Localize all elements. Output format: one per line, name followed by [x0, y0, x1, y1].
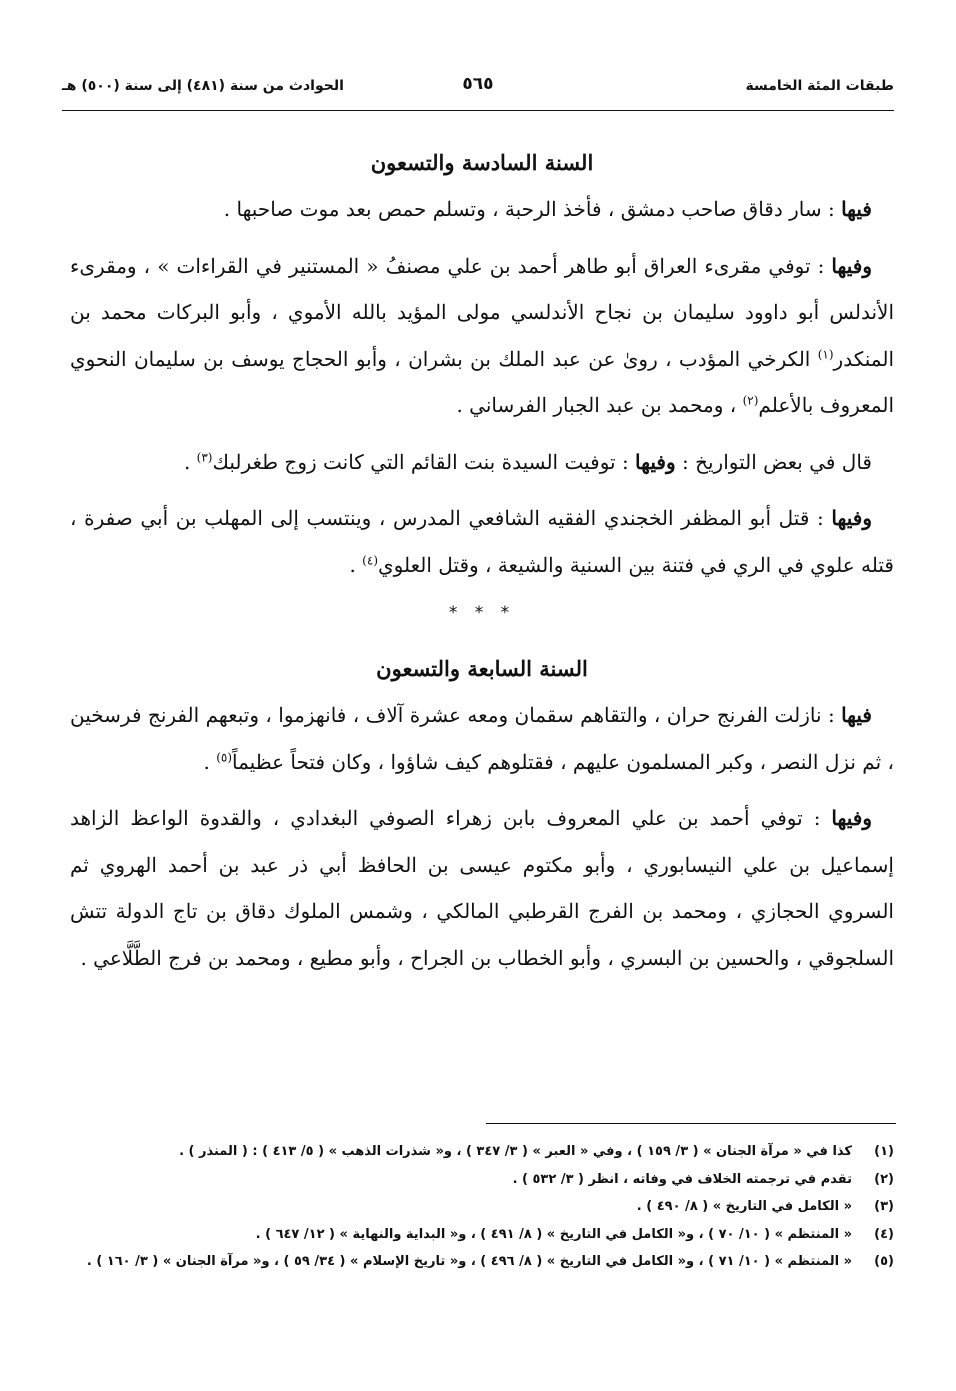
paragraph-text: .	[183, 449, 197, 474]
footnote	[70, 1166, 894, 1194]
section-title-year-97: السنة السابعة والتسعون	[376, 656, 588, 681]
paragraph-lead: وفيها	[831, 506, 872, 530]
header-chapter-range: الحوادث من سنة (٤٨١) إلى سنة (٥٠٠) هـ	[62, 78, 344, 94]
paragraph-lead: فيها	[841, 703, 872, 727]
paragraph	[70, 186, 894, 233]
page-number: ٥٦٥	[462, 74, 494, 94]
paragraph-lead: وفيها	[635, 449, 676, 474]
footnote-ref[interactable]: (٣)	[196, 449, 213, 464]
footnote-number: (٤)	[874, 1226, 894, 1242]
footnote	[70, 1221, 894, 1249]
paragraph-text: .	[349, 552, 363, 577]
paragraph-lead: فيها	[841, 197, 872, 221]
paragraph-text: : نازلت الفرنج حران ، والتقاهم سقمان ومعه عشرة آلاف ، فانهزموا ، وتبعهم الفرنج فرسخين ، ثم نزل النصر ، وكبر المسلمون عليهم ، فقتلوهم كيف شاؤوا ، وكان فتحاً عظيماً	[70, 703, 894, 774]
section-divider: * * *	[448, 603, 516, 623]
footnote-text: « المنتظم » ( ١٠/ ٧١ ) ، و« الكامل في التاريخ » ( ٨/ ٤٩٦ ) ، و« تاريخ الإسلام » ( ٣٤/ ٥٩ ) ، و« مرآة الجنان » ( ٣/ ١٦٠ ) .	[86, 1254, 852, 1269]
paragraph	[70, 795, 894, 981]
section-title-year-96: السنة السادسة والتسعون	[370, 150, 594, 175]
footnote-number: (١)	[874, 1144, 894, 1159]
footnote-number: (٢)	[874, 1171, 894, 1187]
paragraph-text: الكرخي المؤدب ، روىٰ عن عبد الملك بن بشران ، وأبو الحجاج يوسف بن سليمان النحوي المعروف بالأعلم	[70, 346, 894, 417]
paragraph-text: قال في بعض التواريخ :	[675, 449, 872, 474]
footnote-ref[interactable]: (٤)	[362, 552, 378, 567]
paragraph-text: ، ومحمد بن عبد الجبار الفرساني .	[456, 393, 743, 417]
footnote-separator	[486, 1123, 896, 1124]
footnote-text: تقدم في ترجمته الخلاف في وفاته ، انظر ( ٣/ ٥٣٢ ) .	[512, 1171, 852, 1187]
paragraph	[70, 495, 894, 588]
paragraph-lead: وفيها	[831, 253, 872, 278]
footnote-text: « الكامل في التاريخ » ( ٨/ ٤٩٠ ) .	[636, 1199, 852, 1214]
paragraph-lead: وفيها	[831, 806, 872, 830]
paragraph	[70, 243, 894, 429]
footnote-ref[interactable]: (١)	[817, 346, 834, 361]
paragraph-text: : قتل أبو المظفر الخجندي الفقيه الشافعي المدرس ، وينتسب إلى المهلب بن أبي صفرة ، قتله علوي في الري في فتنة بين السنية والشيعة ، وقتل العلوي	[70, 506, 894, 577]
running-header	[62, 74, 894, 104]
paragraph-text: : سار دقاق صاحب دمشق ، فأخذ الرحبة ، وتسلم حمص بعد موت صاحبها .	[223, 197, 842, 221]
header-rule	[62, 110, 894, 111]
main-text	[70, 140, 894, 991]
footnote	[70, 1248, 894, 1276]
paragraph-text: : توفي مقرىء العراق أبو طاهر أحمد بن علي مصنفُ « المستنير في القراءات » ، ومقرىء الأندلس أبو داوود سليمان بن نجاح الأندلسي مولى المؤيد بالله الأموي ، وأبو البركات محمد بن المنكدر	[70, 253, 894, 371]
paragraph-text: : توفيت السيدة بنت القائم التي كانت زوج طغرلبك	[212, 449, 636, 474]
footnote-number: (٥)	[874, 1254, 894, 1269]
footnote-ref[interactable]: (٢)	[742, 393, 759, 408]
paragraph-text: : توفي أحمد بن علي المعروف بابن زهراء الصوفي البغدادي ، والقدوة الواعظ الزاهد إسماعيل بن علي النيسابوري ، وأبو مكتوم عيسى بن الحافظ أبي ذر عبد بن أحمد الهروي ثم السروي الحجازي ، ومحمد بن الفرج القرطبي المالكي ، وشمس الملوك دقاق بن تاج الدولة تتش السلجوقي ، والحسين بن البسري ، وأبو الخطاب بن الجراح ، وأبو مطيع ، ومحمد بن فرج الطَّلَّاعي .	[70, 806, 894, 970]
footnotes	[70, 1138, 894, 1276]
header-book-title: طبقات المئة الخامسة	[745, 78, 894, 94]
paragraph	[70, 439, 894, 486]
footnote-text: « المنتظم » ( ١٠/ ٧٠ ) ، و« الكامل في التاريخ » ( ٨/ ٤٩١ ) ، و« البداية والنهاية » ( ١٢/ ٦٤٧ ) .	[255, 1226, 852, 1242]
footnote-number: (٣)	[874, 1199, 894, 1214]
footnote	[70, 1138, 894, 1166]
paragraph-text: .	[203, 749, 217, 774]
footnote	[70, 1193, 894, 1221]
footnote-text: كذا في « مرآة الجنان » ( ٣/ ١٥٩ ) ، وفي « العبر » ( ٣/ ٣٤٧ ) ، و« شذرات الذهب » ( ٥/ ٤١٣ ) : ( المنذر ) .	[179, 1144, 852, 1159]
paragraph	[70, 692, 894, 785]
footnote-ref[interactable]: (٥)	[216, 749, 233, 764]
